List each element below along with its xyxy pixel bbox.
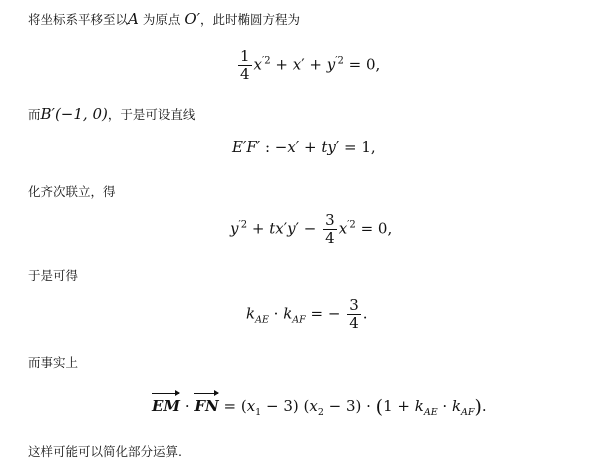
equation-ellipse [236,48,380,83]
operator: + [270,55,293,74]
subscript: 1 [255,407,262,418]
denominator: 4 [240,65,250,83]
text-line-4: 于是可得 [28,268,79,283]
text-segment: ，于是可设直线 [107,107,196,122]
superscript: ′2 [262,55,271,67]
text-segment: ，此时椭圆方程为 [200,12,301,27]
origin-o-prime: O′ [184,10,201,28]
var-k: k [246,304,256,323]
var-k: k [283,304,293,323]
line-name: E′F′ [232,138,261,156]
var-x: x [246,397,256,415]
var-y: y [230,219,239,238]
fraction [347,297,361,332]
big-paren-right: ) [474,396,482,418]
operator: + [304,55,327,74]
equation-dot-product [152,396,487,418]
prime: ′ [295,219,300,238]
var-x: x [309,397,318,415]
vector-fn: FN [194,397,219,415]
operator: · [180,397,195,415]
var-x: x [338,219,348,238]
prime: ′ [335,138,340,156]
denominator: 4 [325,229,335,247]
operator: + [247,219,270,238]
var-k: k [451,397,462,415]
var-y: y [326,55,336,74]
var-y: y [287,219,296,238]
text-line-6: 这样可能可以简化部分运算. [28,444,182,459]
superscript: ′2 [238,219,248,231]
text-line-2 [28,105,195,123]
numerator: 3 [349,296,359,314]
var-k: k [414,397,424,415]
text-segment: 为原点 [138,12,185,27]
fraction [323,212,337,247]
point-a: A [128,10,139,28]
expr: − 3) · [323,397,376,415]
subscript: AE [255,314,269,326]
var-tx: tx [269,219,284,238]
superscript: ′2 [347,219,356,231]
operator: = − [305,304,346,323]
var-x: x [292,55,302,74]
equation-homogeneous [230,212,392,247]
text-line-3: 化齐次联立，得 [28,184,116,199]
text-segment: 将坐标系平移至以 [28,12,129,27]
subscript: 2 [317,407,324,418]
equation-line [232,138,376,156]
operator: · [268,304,284,323]
equation-slope-product [246,297,368,332]
subscript: AF [461,407,475,418]
subscript: AE [423,407,438,418]
superscript: ′2 [335,55,344,67]
var-x: x [253,55,263,74]
big-paren-left: ( [375,396,384,418]
operator: = ( [218,397,247,415]
prime: ′ [301,55,305,74]
expr: 1 + [383,397,415,415]
operator: · [437,397,452,415]
var-ty: ty [321,138,336,156]
text-line-5: 而事实上 [28,355,79,370]
text-line-1 [28,10,300,28]
point-b-prime: B′(−1, 0) [40,105,108,123]
expr: −x′ + [274,138,322,156]
vector-em: EM [152,397,181,415]
rhs: = 1, [339,138,376,156]
rhs: = 0, [355,219,393,238]
rhs: = 0, [343,55,381,74]
numerator: 1 [240,47,250,65]
denominator: 4 [349,314,359,332]
colon: : [260,138,275,156]
operator: − [299,219,322,238]
subscript: AF [292,314,306,326]
period: . [481,397,487,415]
fraction [238,48,252,83]
period: . [362,304,368,323]
text-segment: 而 [28,107,41,122]
numerator: 3 [325,211,335,229]
expr: − 3) ( [261,397,310,415]
prime: ′ [283,219,288,238]
